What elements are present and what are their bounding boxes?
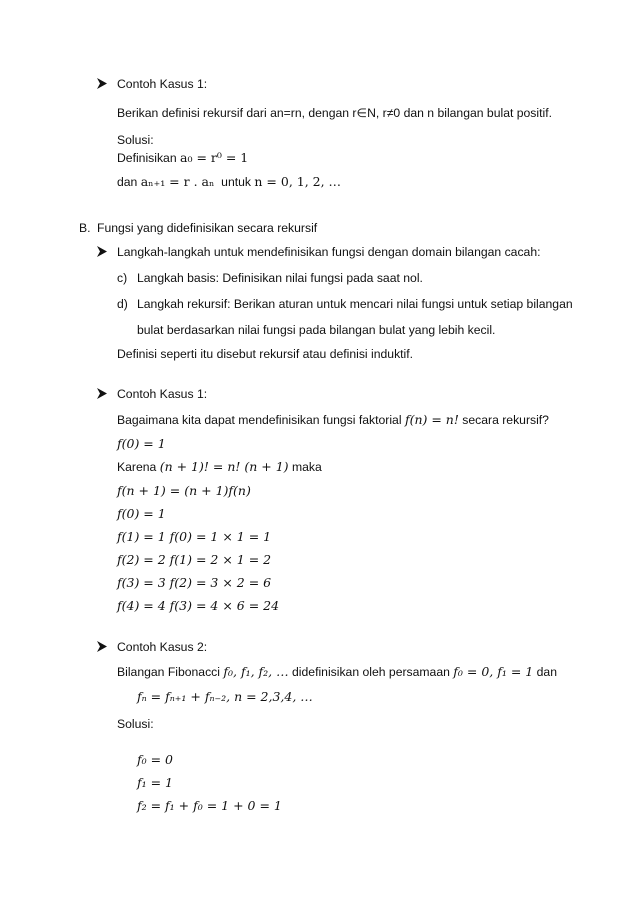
- case2-value-3: f(3) = 3 f(2) = 3 × 2 = 6: [117, 575, 272, 590]
- case1-def-expr: a₀ = r⁰ = 1: [180, 150, 249, 165]
- case2-value-0: f(0) = 1: [117, 506, 166, 521]
- case1-and-range: n = 0, 1, 2, …: [254, 174, 342, 189]
- case2-recurrence: f(n + 1) = (n + 1)f(n): [117, 483, 251, 498]
- arrow-bullet-icon: [97, 246, 107, 258]
- case2-value-2: f(2) = 2 f(1) = 2 × 1 = 2: [117, 552, 272, 567]
- case1-definition-line: [117, 150, 248, 166]
- case1-and-untuk: untuk: [221, 175, 251, 189]
- step-d-text-2: bulat berdasarkan nilai fungsi pada bilangan bulat yang lebih kecil.: [137, 323, 496, 337]
- case3-text-expr1: f₀, f₁, f₂, …: [223, 664, 289, 679]
- case3-value-0: f₀ = 0: [137, 752, 174, 767]
- case1-heading: Contoh Kasus 1:: [117, 77, 208, 91]
- step-d-letter: d): [117, 297, 128, 311]
- arrow-bullet-icon: [97, 641, 107, 653]
- case2-karena-prefix: Karena: [117, 460, 157, 474]
- case2-value-4: f(4) = 4 f(3) = 4 × 6 = 24: [117, 598, 280, 613]
- case3-heading: Contoh Kasus 2:: [117, 640, 208, 654]
- case2-value-1: f(1) = 1 f(0) = 1 × 1 = 1: [117, 529, 272, 544]
- case3-value-2: f₂ = f₁ + f₀ = 1 + 0 = 1: [137, 798, 282, 813]
- case2-question-expr: f(n) = n!: [404, 412, 459, 427]
- case2-question: [117, 412, 549, 428]
- case1-task: Berikan definisi rekursif dari an=rn, dengan r∈N, r≠0 dan n bilangan bulat positif.: [117, 106, 552, 120]
- case3-text-suffix: dan: [536, 665, 557, 679]
- steps-intro: Langkah-langkah untuk mendefinisikan fungsi dengan domain bilangan cacah:: [117, 245, 541, 259]
- case3-value-1: f₁ = 1: [137, 775, 174, 790]
- case3-solution-label: Solusi:: [117, 717, 154, 731]
- arrow-bullet-icon: [97, 388, 107, 400]
- case1-def-prefix: Definisikan: [117, 151, 177, 165]
- case1-and-line: [117, 174, 341, 190]
- case3-text-mid: didefinisikan oleh persamaan: [292, 665, 450, 679]
- step-c-letter: c): [117, 271, 128, 285]
- step-d-text-1: Langkah rekursif: Berikan aturan untuk mencari nilai fungsi untuk setiap bilangan: [137, 297, 573, 311]
- case2-karena-suffix: maka: [291, 460, 322, 474]
- case2-base: f(0) = 1: [117, 436, 166, 451]
- case2-karena: [117, 459, 322, 475]
- case3-formula: fₙ = fₙ₊₁ + fₙ₋₂, n = 2,3,4, …: [137, 689, 313, 704]
- step-c-text: Langkah basis: Definisikan nilai fungsi pada saat nol.: [137, 271, 423, 285]
- section-b-title: Fungsi yang didefinisikan secara rekursif: [97, 221, 318, 235]
- case1-solution-label: Solusi:: [117, 133, 154, 147]
- case1-and-expr: aₙ₊₁ = r . aₙ: [140, 174, 215, 189]
- definition-note: Definisi seperti itu disebut rekursif atau definisi induktif.: [117, 347, 414, 361]
- case3-text-prefix: Bilangan Fibonacci: [117, 665, 220, 679]
- arrow-bullet-icon: [97, 78, 107, 90]
- case2-heading: Contoh Kasus 1:: [117, 387, 208, 401]
- case3-text-expr2: f₀ = 0, f₁ = 1: [453, 664, 534, 679]
- case2-karena-expr: (n + 1)! = n! (n + 1): [159, 459, 289, 474]
- case2-question-suffix: secara rekursif?: [462, 413, 549, 427]
- section-b-letter: B.: [79, 221, 91, 235]
- case3-text: [117, 664, 557, 680]
- case1-and-prefix: dan: [117, 175, 138, 189]
- case2-question-prefix: Bagaimana kita dapat mendefinisikan fungsi faktorial: [117, 413, 402, 427]
